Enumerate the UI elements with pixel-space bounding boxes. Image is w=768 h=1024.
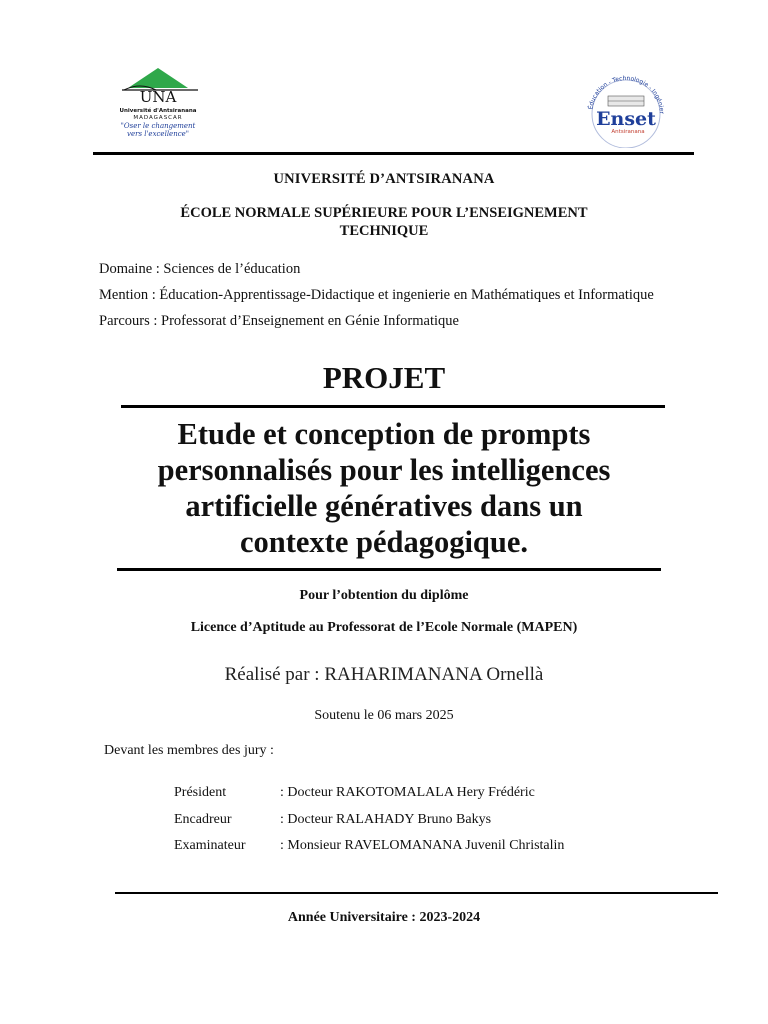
school-name [0, 204, 768, 240]
parcours-line: Parcours : Professorat d’Enseignement en Génie Informatique [99, 313, 459, 329]
project-title [0, 416, 768, 560]
logo-right-sub: Antsiranana [611, 129, 645, 135]
logo-left-motto-1: "Oser le changement [120, 122, 196, 130]
diploma-purpose: Pour l’obtention du diplôme [299, 588, 469, 603]
title-bottom-rule [117, 568, 661, 571]
jury-member: : Docteur RAKOTOMALALA Hery Frédéric [280, 785, 535, 800]
diploma-name: Licence d’Aptitude au Professorat de l’Ecole Normale (MAPEN) [190, 620, 578, 635]
jury-row-examinateur [174, 838, 564, 865]
logo-right-name: Enset [596, 108, 656, 130]
logo-right-arc-text: Éducation - Technologie - Ingénier [587, 74, 666, 114]
logo-left-name: UNA [139, 88, 177, 106]
title-line-4: contexte pédagogique. [239, 525, 529, 559]
jury-list [174, 785, 564, 865]
logo-left-motto-2: vers l'excellence" [127, 130, 189, 138]
jury-role: Examinateur [174, 838, 246, 853]
jury-role: Président [174, 785, 227, 800]
university-name: UNIVERSITÉ D’ANTSIRANANA [273, 171, 495, 187]
school-name-line1: ÉCOLE NORMALE SUPÉRIEURE POUR L’ENSEIGNEMENT [180, 205, 588, 221]
jury-intro: Devant les membres des jury : [104, 743, 274, 758]
mention-line: Mention : Éducation-Apprentissage-Didactique et ingenierie en Mathématiques et Informatique [99, 287, 654, 303]
school-name-line2: TECHNIQUE [339, 223, 429, 239]
logo-left-country: MADAGASCAR [133, 115, 183, 121]
academic-year: Année Universitaire : 2023-2024 [287, 910, 481, 925]
author-line: Réalisé par : RAHARIMANANA Ornellà [224, 664, 544, 685]
jury-member: : Monsieur RAVELOMANANA Juvenil Christalin [280, 838, 565, 853]
university-logo [100, 62, 220, 150]
jury-member: : Docteur RALAHADY Bruno Bakys [280, 811, 492, 827]
title-line-1: Etude et conception de prompts [177, 417, 591, 451]
footer-rule [115, 892, 718, 894]
domaine-line: Domaine : Sciences de l’éducation [99, 261, 301, 277]
enset-logo [578, 70, 674, 148]
title-top-rule [121, 405, 665, 408]
defense-date: Soutenu le 06 mars 2025 [314, 708, 454, 723]
header-rule [93, 152, 694, 155]
jury-row-president [174, 785, 564, 812]
title-line-3: artificielle génératives dans un [185, 489, 583, 523]
title-line-2: personnalisés pour les intelligences [157, 453, 611, 487]
jury-role: Encadreur [174, 811, 232, 827]
logo-left-university: Université d'Antsiranana [119, 108, 197, 114]
project-label: PROJET [322, 360, 446, 395]
jury-row-encadreur [174, 812, 564, 839]
